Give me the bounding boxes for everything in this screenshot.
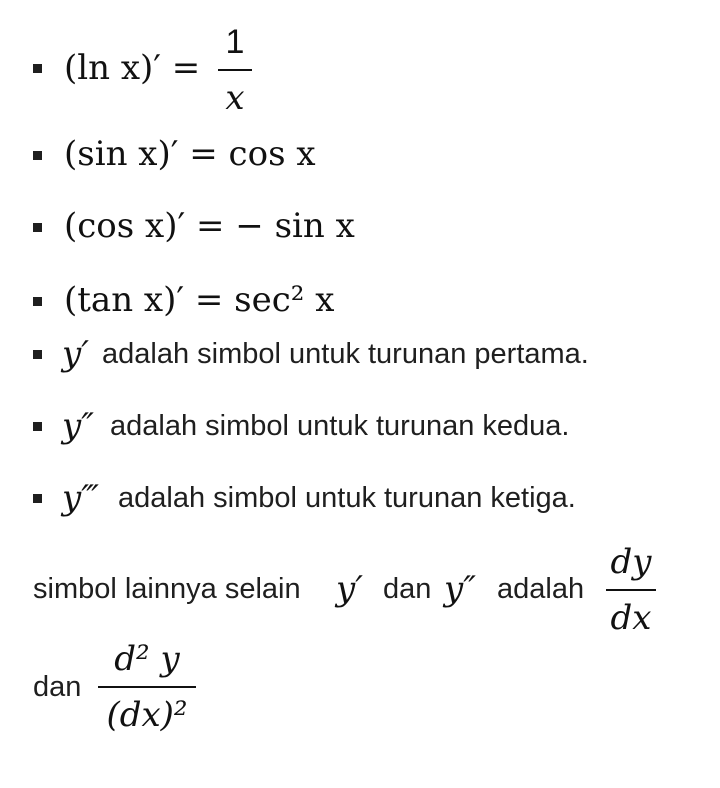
fraction-bar: [218, 69, 252, 71]
fraction-denominator: x: [225, 78, 245, 118]
symbol-third: y‴: [62, 478, 99, 518]
fraction-d2y-dx2: [98, 635, 196, 739]
symbol-second: y″: [62, 406, 94, 446]
notation-third-text: adalah simbol untuk turunan ketiga.: [118, 482, 576, 514]
fraction-numerator: 1: [225, 23, 245, 61]
bullet-sin: [33, 151, 42, 160]
bullet-tan: [33, 297, 42, 306]
fraction-dy-denominator: dx: [610, 598, 652, 638]
other-adalah-text: adalah: [497, 573, 585, 605]
derivative-cos: (cos x)′ = − sin x: [64, 206, 355, 246]
notation-first-text: adalah simbol untuk turunan pertama.: [102, 338, 589, 370]
fraction-dy-dx: [606, 538, 656, 642]
bullet-third: [33, 494, 42, 503]
symbol-first: y′: [62, 334, 89, 374]
notation-second-text: adalah simbol untuk turunan kedua.: [110, 410, 570, 442]
bullet-first: [33, 350, 42, 359]
bullet-second: [33, 422, 42, 431]
other-dan2-text: dan: [33, 671, 82, 703]
other-symbol-first: y′: [336, 569, 363, 609]
fraction-dy-bar: [606, 589, 656, 591]
other-dan-text: dan: [383, 573, 432, 605]
other-symbol-second: y″: [444, 569, 476, 609]
other-lead-text: simbol lainnya selain: [33, 573, 301, 605]
bullet-cos: [33, 223, 42, 232]
derivative-ln-fraction: [218, 18, 252, 122]
fraction-d2y-denominator: (dx)²: [106, 695, 188, 735]
fraction-d2y-bar: [98, 686, 196, 688]
fraction-d2y-numerator: d² y: [114, 639, 180, 679]
fraction-dy-numerator: dy: [610, 542, 652, 582]
bullet-ln: [33, 64, 42, 73]
derivative-tan: (tan x)′ = sec² x: [64, 280, 335, 320]
derivative-ln-lhs: (ln x)′ =: [64, 48, 201, 88]
derivative-sin: (sin x)′ = cos x: [64, 134, 316, 174]
